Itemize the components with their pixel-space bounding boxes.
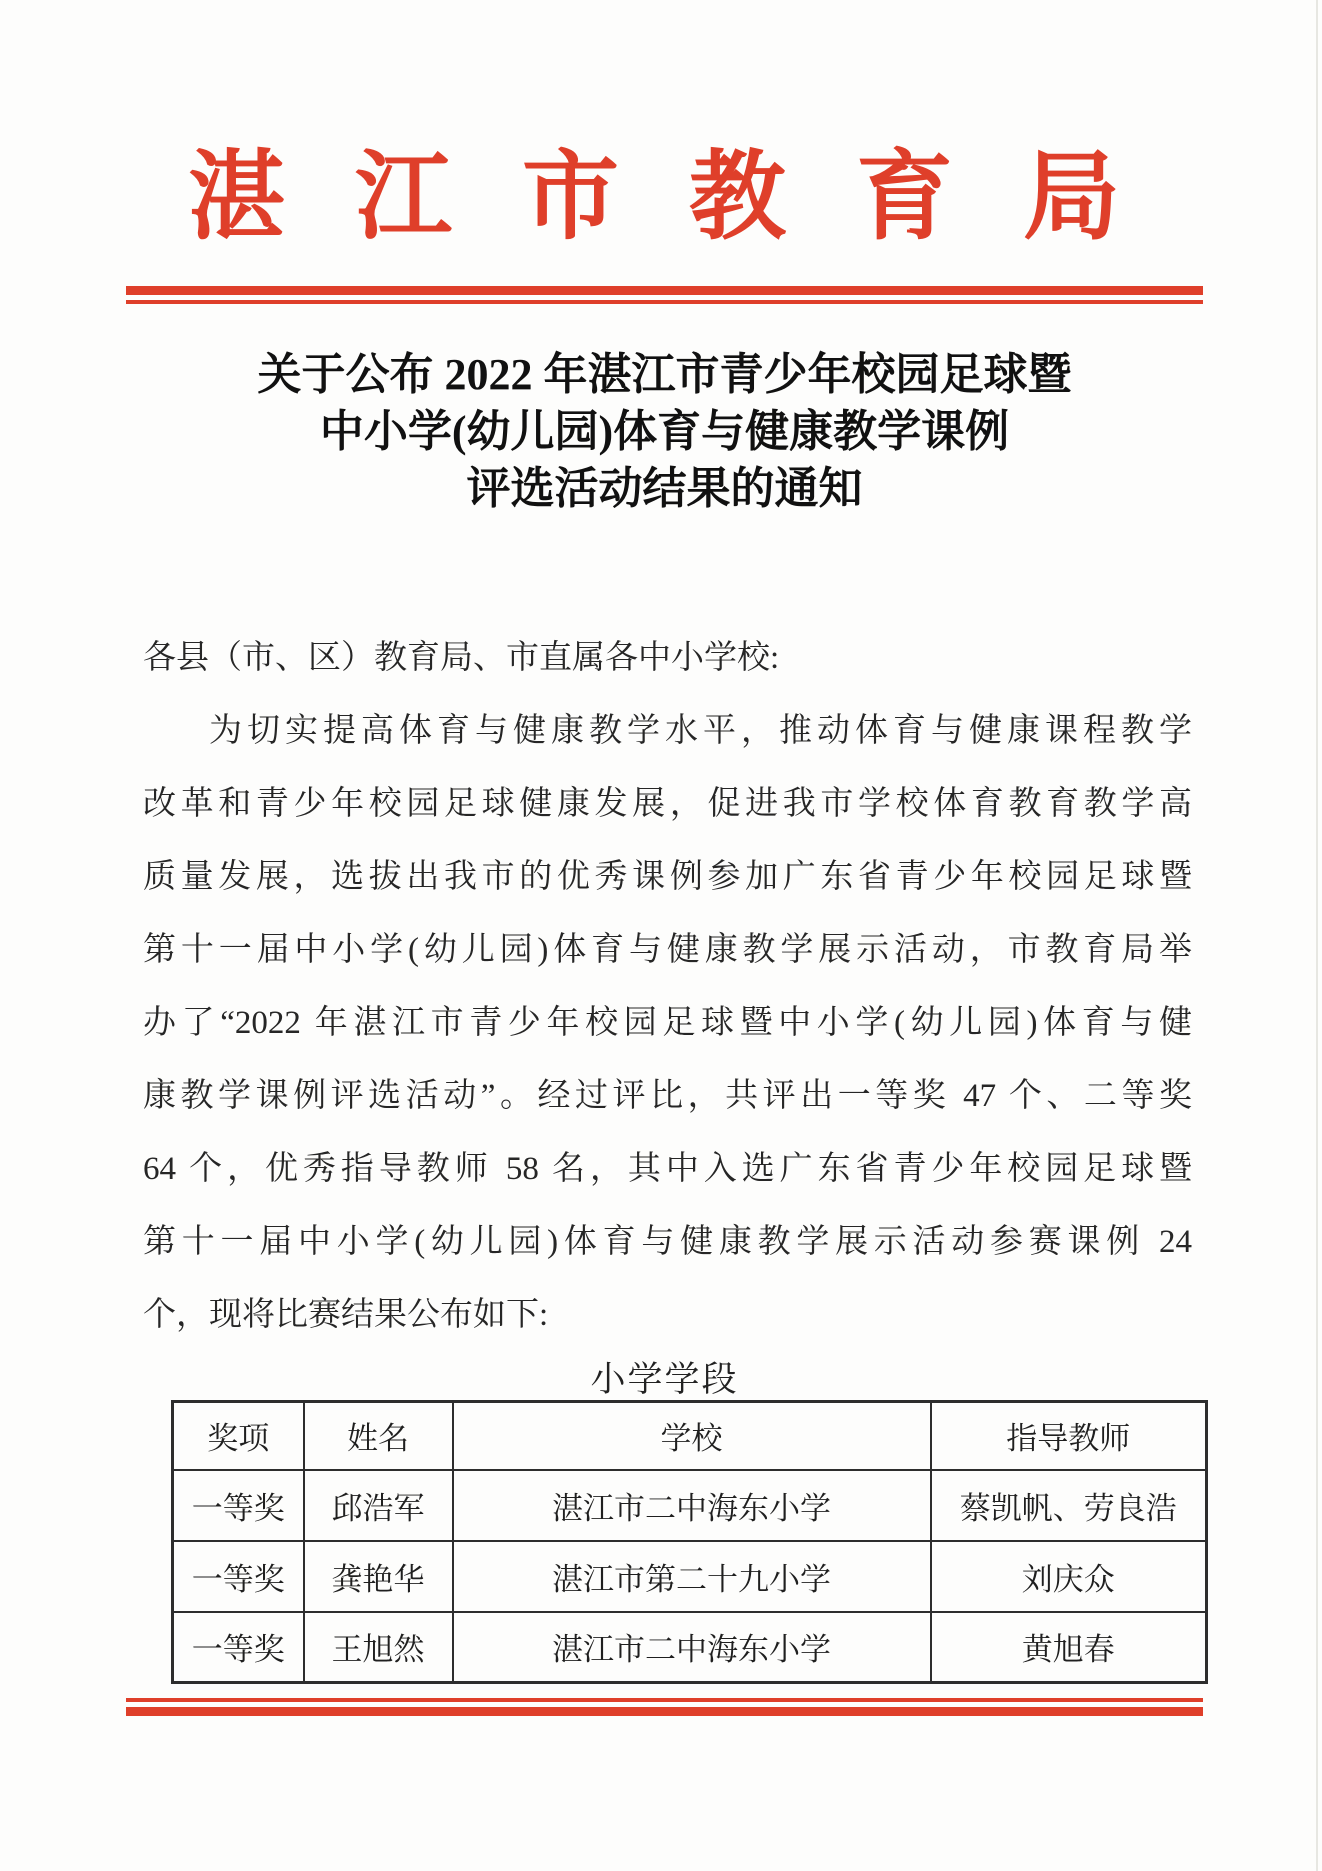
- teacher-cell: 黄旭春: [931, 1612, 1207, 1683]
- body-line: 康教学课例评选活动”。经过评比，共评出一等奖 47 个、二等奖: [143, 1078, 1192, 1114]
- header-cell-name: 姓名: [304, 1402, 453, 1470]
- document-title: [126, 346, 1203, 517]
- teacher-cell: 蔡凯帆、劳良浩: [931, 1470, 1207, 1541]
- red-rule-bottom-thick: [126, 1707, 1203, 1716]
- body-line: 质量发展，选拔出我市的优秀课例参加广东省青少年校园足球暨: [143, 859, 1192, 895]
- name-cell: 邱浩军: [304, 1470, 453, 1541]
- red-rule-top-thick: [126, 286, 1203, 295]
- agency-masthead: 湛江市教育局: [188, 144, 1190, 251]
- body-line: 改革和青少年校园足球健康发展，促进我市学校体育教育教学高: [143, 786, 1192, 822]
- red-rule-bottom-thin: [126, 1698, 1203, 1702]
- body-line: 办了“2022 年湛江市青少年校园足球暨中小学(幼儿园)体育与健: [143, 1005, 1192, 1041]
- award-cell: 一等奖: [173, 1612, 304, 1683]
- table-row: [173, 1470, 1207, 1541]
- section-title-primary-school: 小学学段: [590, 1360, 739, 1399]
- scan-edge-line: [1316, 0, 1318, 1871]
- body-line: 第十一届中小学(幼儿园)体育与健康教学展示活动参赛课例 24: [143, 1224, 1192, 1260]
- body-line-last: 个，现将比赛结果公布如下:: [143, 1297, 549, 1333]
- body-line: 第十一届中小学(幼儿园)体育与健康教学展示活动，市教育局举: [143, 932, 1192, 968]
- school-cell: 湛江市二中海东小学: [453, 1612, 931, 1683]
- header-cell-teacher: 指导教师: [931, 1402, 1207, 1470]
- body-paragraph: [143, 622, 1192, 1352]
- name-cell: 王旭然: [304, 1612, 453, 1683]
- title-line-3: 评选活动结果的通知: [466, 464, 863, 513]
- school-cell: 湛江市二中海东小学: [453, 1470, 931, 1541]
- teacher-cell: 刘庆众: [931, 1541, 1207, 1612]
- table-header-row: [173, 1402, 1207, 1470]
- table-row: [173, 1612, 1207, 1683]
- salutation: 各县（市、区）教育局、市直属各中小学校:: [143, 640, 780, 676]
- name-cell: 龚艳华: [304, 1541, 453, 1612]
- title-line-1: 关于公布 2022 年湛江市青少年校园足球暨: [257, 350, 1072, 399]
- body-line: 为切实提高体育与健康教学水平，推动体育与健康课程教学: [209, 713, 1192, 749]
- title-line-2: 中小学(幼儿园)体育与健康教学课例: [319, 407, 1010, 456]
- award-cell: 一等奖: [173, 1541, 304, 1612]
- school-cell: 湛江市第二十九小学: [453, 1541, 931, 1612]
- header-cell-school: 学校: [453, 1402, 931, 1470]
- awards-table: [171, 1400, 1208, 1684]
- body-line: 64 个，优秀指导教师 58 名，其中入选广东省青少年校园足球暨: [143, 1151, 1192, 1187]
- red-rule-top-thin: [126, 300, 1203, 304]
- award-cell: 一等奖: [173, 1470, 304, 1541]
- header-cell-award: 奖项: [173, 1402, 304, 1470]
- table-row: [173, 1541, 1207, 1612]
